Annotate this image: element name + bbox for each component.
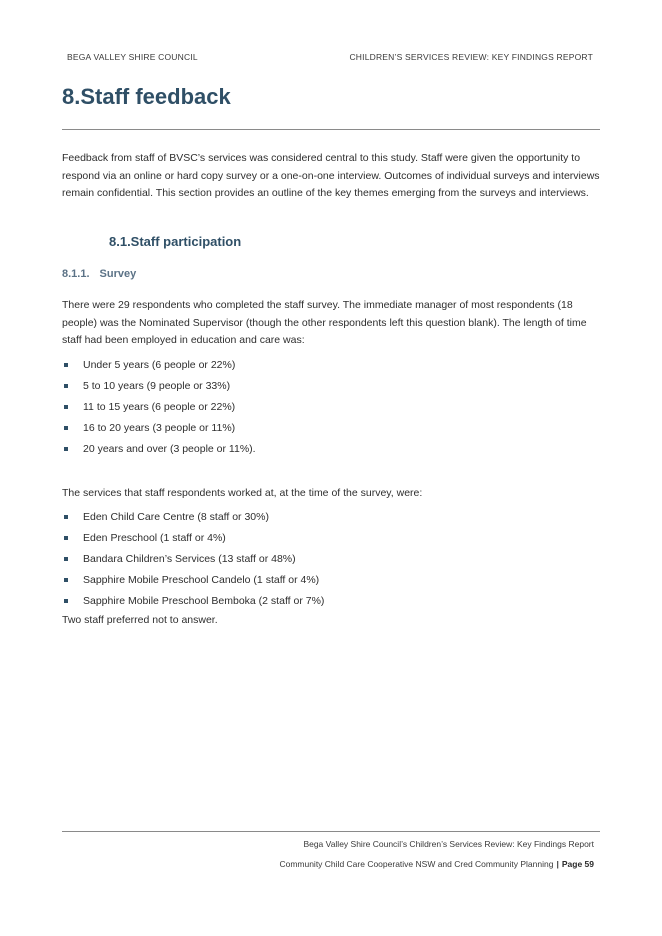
footer-authors: Community Child Care Cooperative NSW and Cred Community Planning bbox=[279, 859, 554, 869]
bullet-icon bbox=[64, 426, 68, 430]
list-item: Under 5 years (6 people or 22%) bbox=[62, 358, 256, 379]
footer-credits bbox=[279, 859, 594, 869]
running-header-left: BEGA VALLEY SHIRE COUNCIL bbox=[67, 52, 198, 62]
survey-paragraph: There were 29 respondents who completed the staff survey. The immediate manager of most respondents (18 people) was the Nominated Supervisor (though the other respondents left this question blank). The length of time staff had been employed in education and care was: bbox=[62, 299, 587, 346]
bullet-icon bbox=[64, 578, 68, 582]
list-item: 5 to 10 years (9 people or 33%) bbox=[62, 379, 256, 400]
list-item: 20 years and over (3 people or 11%). bbox=[62, 442, 256, 463]
intro-paragraph: Feedback from staff of BVSC’s services was considered central to this study. Staff were given the opportunity to respond via an online or hard copy survey or a one-on-one interview. Outcomes of individual surveys and interviews remain confidential. This section provides an outline of the key themes emerging from the surveys and interviews. bbox=[62, 152, 600, 199]
subsubsection-title: Survey bbox=[99, 268, 137, 280]
footer-divider bbox=[62, 831, 600, 832]
page-number: Page 59 bbox=[561, 859, 594, 869]
list-item: Bandara Children’s Services (13 staff or 48%) bbox=[62, 552, 324, 573]
services-paragraph: The services that staff respondents worked at, at the time of the survey, were: bbox=[62, 487, 423, 499]
title-divider bbox=[62, 129, 600, 130]
bullet-icon bbox=[64, 599, 68, 603]
bullet-icon bbox=[64, 515, 68, 519]
list-item: Eden Child Care Centre (8 staff or 30%) bbox=[62, 510, 324, 531]
bullet-icon bbox=[64, 447, 68, 451]
section-title: 8.Staff feedback bbox=[62, 84, 231, 109]
bullet-icon bbox=[64, 384, 68, 388]
list-item: Sapphire Mobile Preschool Candelo (1 staff or 4%) bbox=[62, 573, 324, 594]
footer-separator: | bbox=[556, 859, 559, 869]
subsubsection-heading bbox=[62, 268, 136, 280]
subsubsection-number: 8.1.1. bbox=[62, 268, 90, 280]
closing-paragraph: Two staff preferred not to answer. bbox=[62, 614, 218, 626]
bullet-icon bbox=[64, 405, 68, 409]
list-item: 11 to 15 years (6 people or 22%) bbox=[62, 400, 256, 421]
bullet-icon bbox=[64, 363, 68, 367]
subsection-title: 8.1.Staff participation bbox=[109, 234, 242, 249]
services-list bbox=[62, 510, 324, 615]
list-item: Eden Preschool (1 staff or 4%) bbox=[62, 531, 324, 552]
tenure-list bbox=[62, 358, 256, 463]
running-header-right: CHILDREN’S SERVICES REVIEW: KEY FINDINGS REPORT bbox=[349, 52, 593, 62]
footer-report-title: Bega Valley Shire Council’s Children’s Services Review: Key Findings Report bbox=[303, 839, 594, 849]
bullet-icon bbox=[64, 557, 68, 561]
list-item: Sapphire Mobile Preschool Bemboka (2 staff or 7%) bbox=[62, 594, 324, 615]
bullet-icon bbox=[64, 536, 68, 540]
list-item: 16 to 20 years (3 people or 11%) bbox=[62, 421, 256, 442]
